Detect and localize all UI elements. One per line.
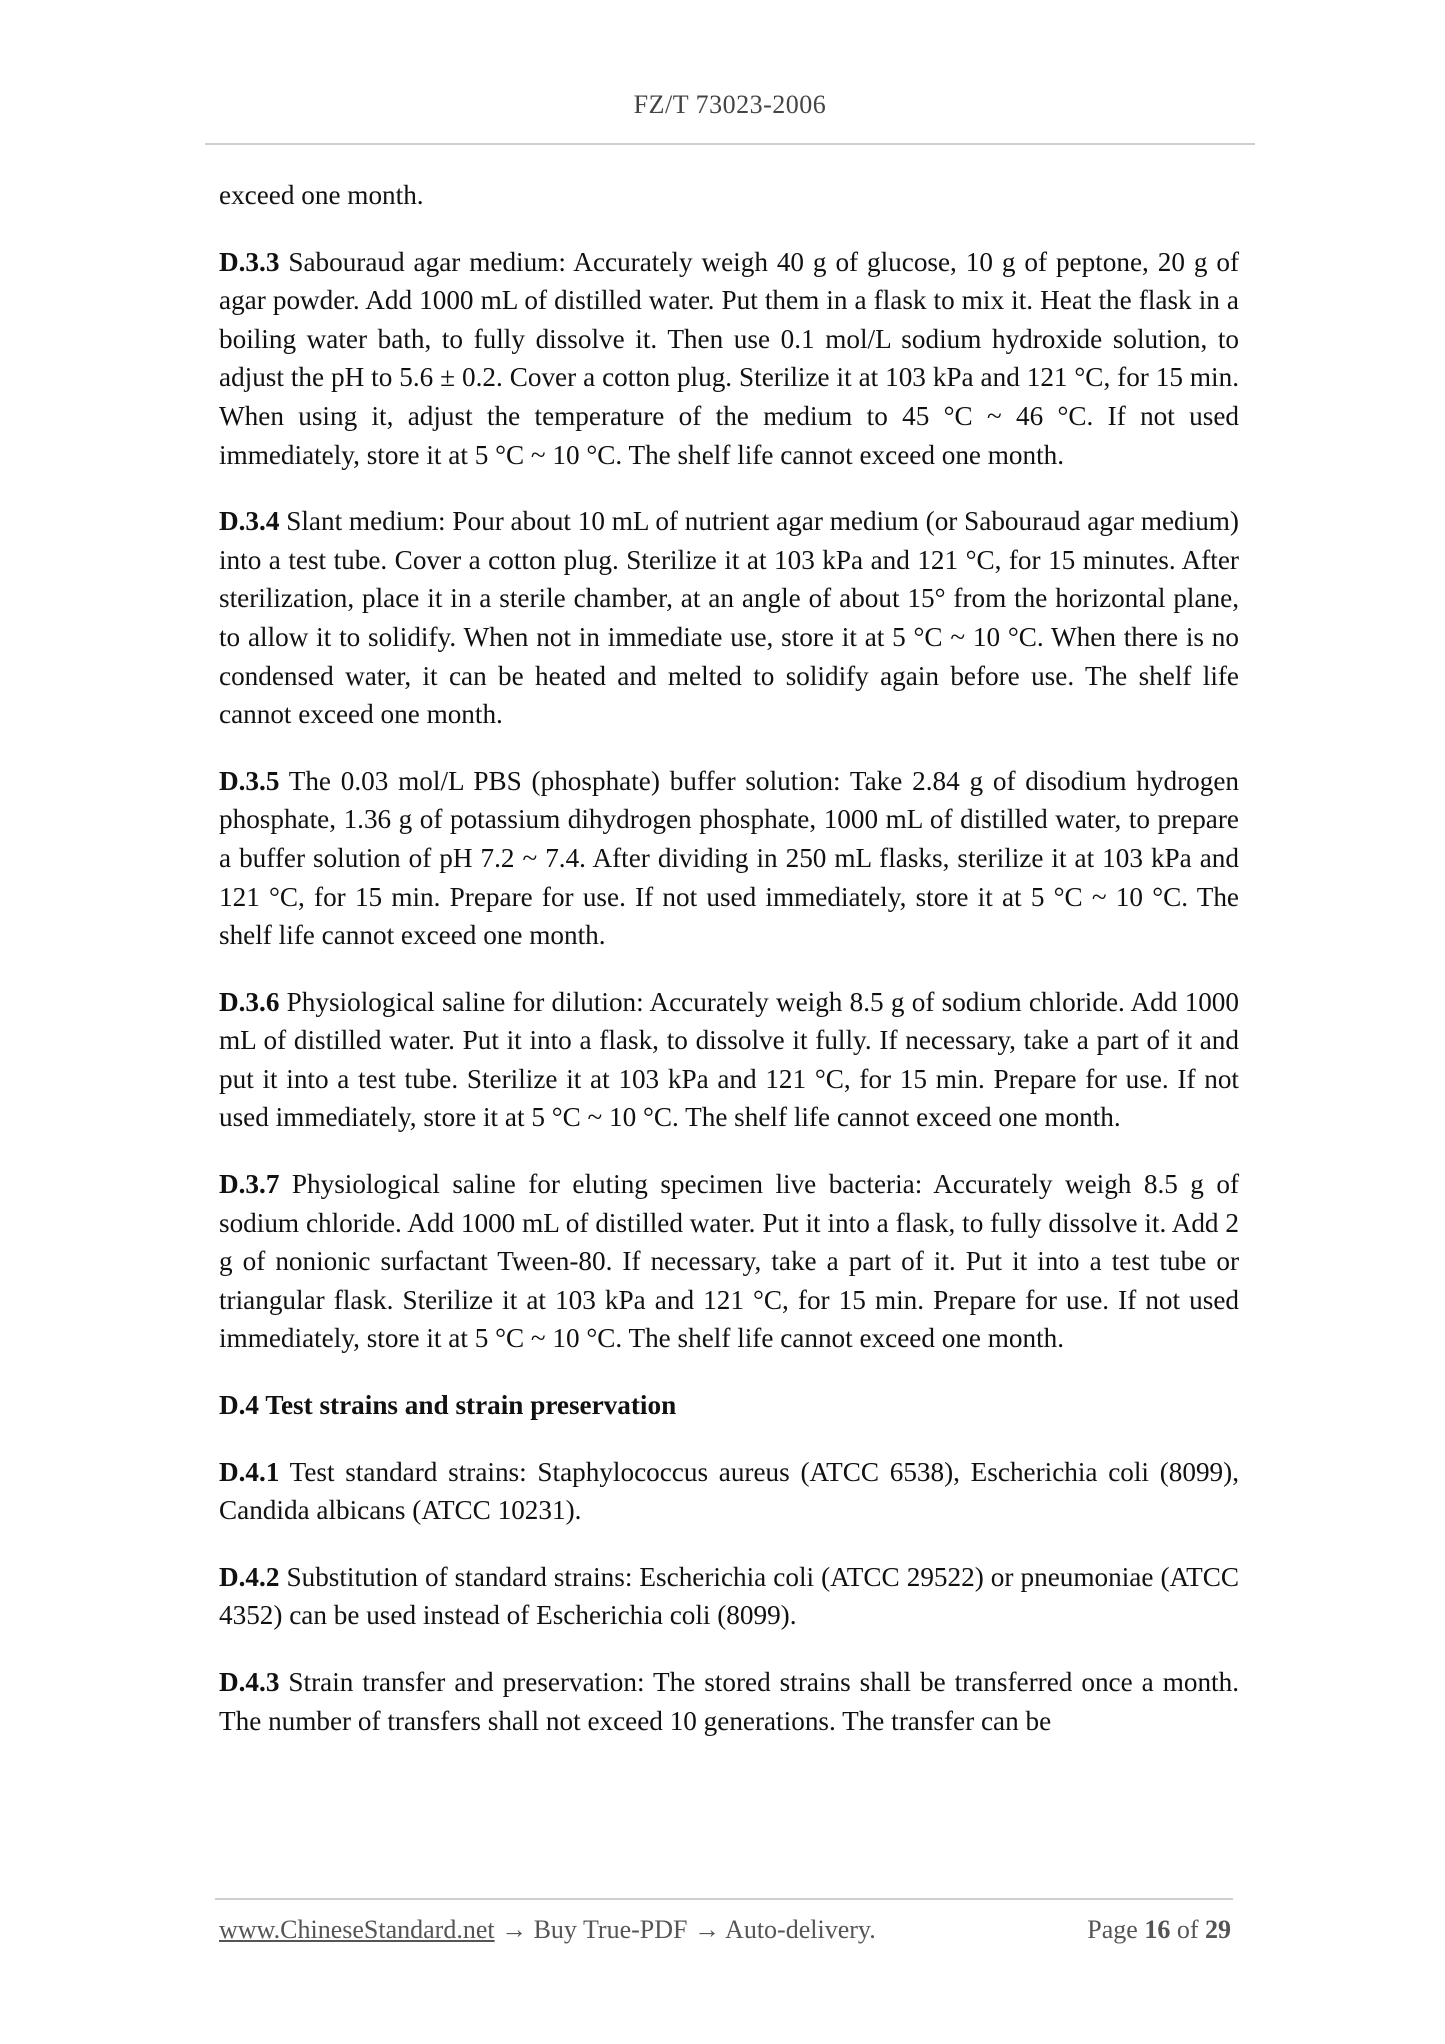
- clause-text-d43: Strain transfer and preservation: The stored strains shall be transferred once a month. The number of transfers shall not exceed 10 generations. The transfer can be: [219, 1667, 1239, 1736]
- promo-text: → Buy True-PDF → Auto-delivery.: [494, 1915, 876, 1944]
- clause-label-d36: D.3.6: [219, 986, 280, 1017]
- clause-label-d41: D.4.1: [219, 1456, 280, 1487]
- clause-text-d34: Slant medium: Pour about 10 mL of nutrient agar medium (or Sabouraud agar medium) into a test tube. Cover a cotton plug. Sterilize it at 103 kPa and 121 °C, for 15 minutes. After sterilization, place it in a sterile chamber, at an angle of about 15° from the horizontal plane, to allow it to solidify. When not in immediate use, store it at 5 °C ~ 10 °C. When there is no condensed water, it can be heated and melted to solidify again before use. The shelf life cannot exceed one month.: [219, 506, 1239, 730]
- header-divider: [205, 143, 1255, 145]
- paragraph-d33: [219, 243, 1239, 475]
- clause-text-d35: The 0.03 mol/L PBS (phosphate) buffer solution: Take 2.84 g of disodium hydrogen phosphate, 1.36 g of potassium dihydrogen phosphate, 1000 mL of distilled water, to prepare a buffer solution of pH 7.2 ~ 7.4. After dividing in 250 mL flasks, sterilize it at 103 kPa and 121 °C, for 15 min. Prepare for use. If not used immediately, store it at 5 °C ~ 10 °C. The shelf life cannot exceed one month.: [219, 765, 1239, 951]
- site-link[interactable]: www.ChineseStandard.net: [219, 1915, 495, 1944]
- page-word: Page: [1087, 1915, 1145, 1944]
- clause-label-d35: D.3.5: [219, 765, 280, 796]
- paragraph-continuation: [219, 176, 1239, 215]
- footer-promo: [219, 1915, 876, 1945]
- page-number: [1087, 1915, 1231, 1945]
- clause-label-d37: D.3.7: [219, 1169, 280, 1200]
- clause-label-d33: D.3.3: [219, 246, 280, 277]
- clause-text-d36: Physiological saline for dilution: Accurately weigh 8.5 g of sodium chloride. Add 1000 mL of distilled water. Put it into a flask, to dissolve it fully. If necessary, take a part of it and put it into a test tube. Sterilize it at 103 kPa and 121 °C, for 15 min. Prepare for use. If not used immediately, store it at 5 °C ~ 10 °C. The shelf life cannot exceed one month.: [219, 986, 1239, 1133]
- of-word: of: [1170, 1915, 1205, 1944]
- document-body: [219, 176, 1239, 1768]
- paragraph-d35: [219, 762, 1239, 955]
- page-footer: [219, 1915, 1231, 1945]
- paragraph-d43: [219, 1663, 1239, 1740]
- clause-label-d42: D.4.2: [219, 1561, 280, 1592]
- page-header: FZ/T 73023-2006: [633, 90, 827, 119]
- clause-label-d43: D.4.3: [219, 1667, 280, 1697]
- section-heading-d4: D.4 Test strains and strain preservation: [219, 1390, 677, 1421]
- clause-text-d33: Sabouraud agar medium: Accurately weigh 40 g of glucose, 10 g of peptone, 20 g of agar powder. Add 1000 mL of distilled water. Put them in a flask to mix it. Heat the flask in a boiling water bath, to fully dissolve it. Then use 0.1 mol/L sodium hydroxide solution, to adjust the pH to 5.6 ± 0.2. Cover a cotton plug. Sterilize it at 103 kPa and 121 °C, for 15 min. When using it, adjust the temperature of the medium to 45 °C ~ 46 °C. If not used immediately, store it at 5 °C ~ 10 °C. The shelf life cannot exceed one month.: [219, 246, 1239, 470]
- paragraph-d41: [219, 1453, 1239, 1530]
- total-pages: 29: [1205, 1915, 1231, 1944]
- clause-text-d37: Physiological saline for eluting specimen live bacteria: Accurately weigh 8.5 g of sodium chloride. Add 1000 mL of distilled water. Put it into a flask, to fully dissolve it. Add 2 g of nonionic surfactant Tween-80. If necessary, take a part of it. Put it into a test tube or triangular flask. Sterilize it at 103 kPa and 121 °C, for 15 min. Prepare for use. If not used immediately, store it at 5 °C ~ 10 °C. The shelf life cannot exceed one month.: [219, 1169, 1239, 1354]
- paragraph-d34: [219, 502, 1239, 734]
- footer-divider: [215, 1898, 1233, 1900]
- continuation-text: exceed one month.: [219, 180, 424, 210]
- clause-text-d41: Test standard strains: Staphylococcus aureus (ATCC 6538), Escherichia coli (8099), Candida albicans (ATCC 10231).: [219, 1456, 1239, 1526]
- paragraph-d36: [219, 983, 1239, 1137]
- paragraph-d42: [219, 1558, 1239, 1635]
- paragraph-d37: [219, 1165, 1239, 1358]
- clause-label-d34: D.3.4: [219, 506, 280, 537]
- clause-text-d42: Substitution of standard strains: Escherichia coli (ATCC 29522) or pneumoniae (ATCC 4352) can be used instead of Escherichia coli (8099).: [219, 1561, 1239, 1631]
- current-page: 16: [1144, 1915, 1171, 1944]
